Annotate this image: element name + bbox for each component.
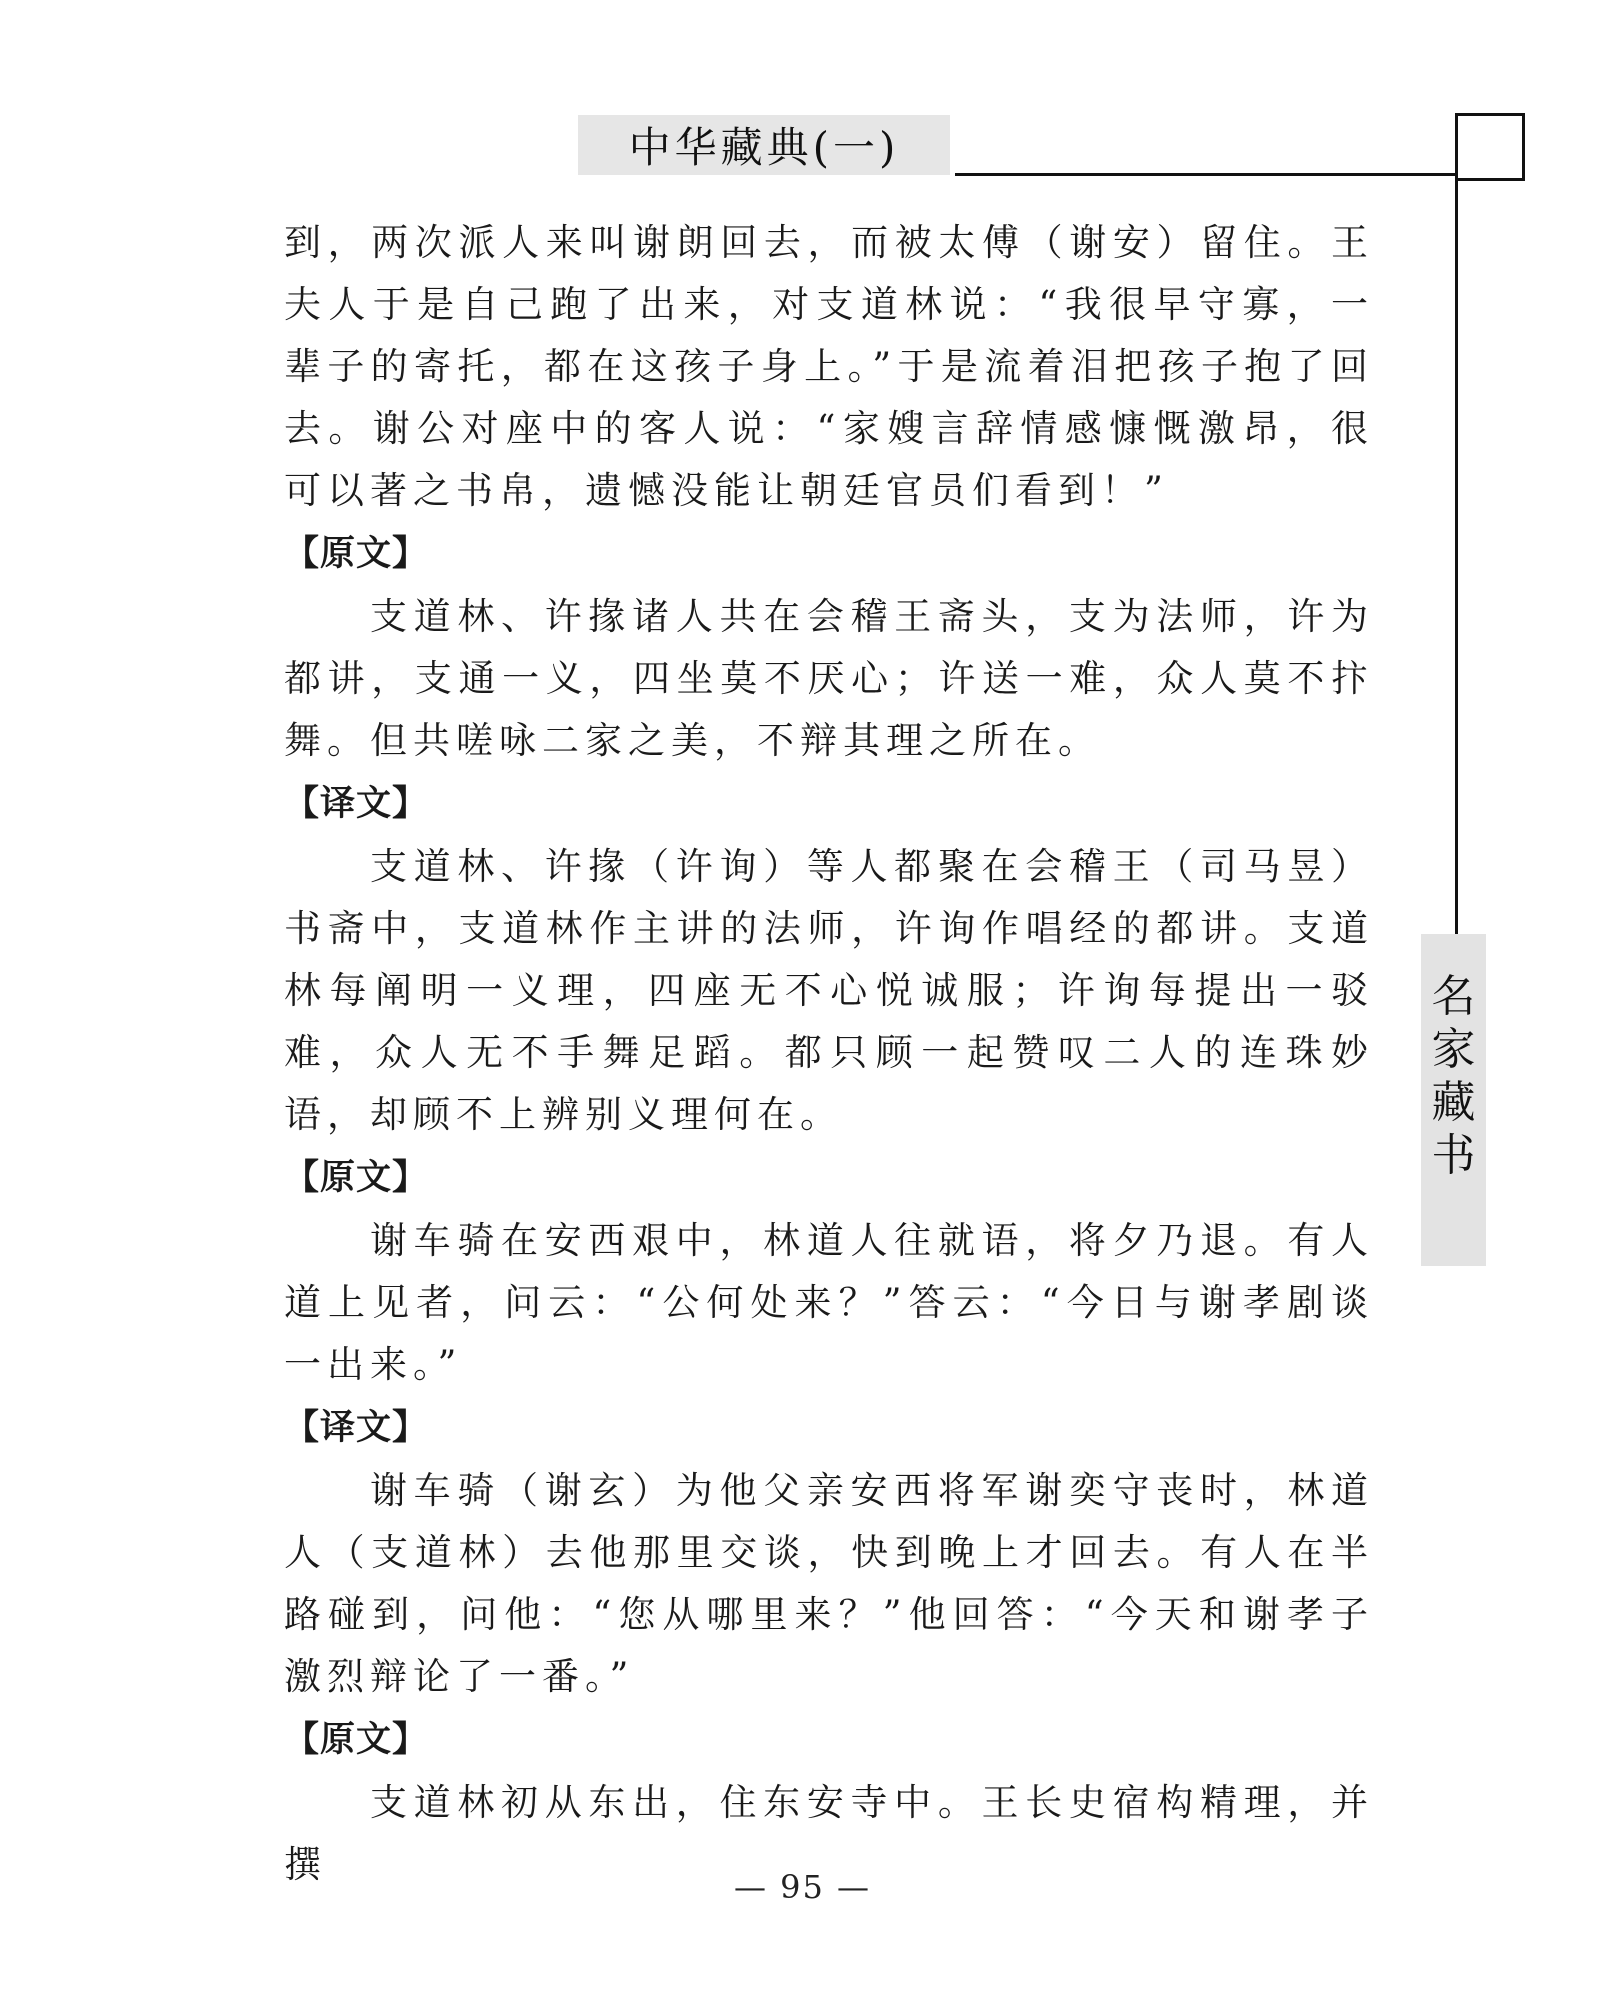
- paragraph-original: 支道林、许掾诸人共在会稽王斋头，支为法师，许为都讲，支通一义，四坐莫不厌心；许送一难，众人莫不抃舞。但共嗟咏二家之美，不辩其理之所在。: [284, 595, 1374, 762]
- paragraph-original: 谢车骑在安西艰中，林道人往就语，将夕乃退。有人道上见者，问云：“公何处来？”答云：“今日与谢孝剧谈一出来。”: [284, 1219, 1374, 1386]
- section-heading-translation: 【译文】: [284, 1408, 429, 1448]
- section-heading-original: 【原文】: [284, 534, 429, 574]
- corner-box: [1455, 113, 1525, 181]
- side-tab-char: 名: [1431, 971, 1476, 1022]
- section-heading-translation: 【译文】: [284, 784, 429, 824]
- side-tab-char: 家: [1431, 1024, 1476, 1075]
- page-body: [284, 212, 1374, 1896]
- side-tab-char: 藏: [1431, 1077, 1476, 1128]
- paragraph-translation: 支道林、许掾（许询）等人都聚在会稽王（司马昱）书斋中，支道林作主讲的法师，许询作唱经的都讲。支道林每阐明一义理，四座无不心悦诚服；许询每提出一驳难，众人无不手舞足蹈。都只顾一起赞叹二人的连珠妙语，却顾不上辨别义理何在。: [284, 845, 1374, 1136]
- book-title-tab: [578, 115, 950, 175]
- vertical-rule: [1455, 113, 1458, 935]
- paragraph-original: 支道林初从东出，住东安寺中。王长史宿构精理，并撰: [284, 1781, 1374, 1886]
- section-heading-original: 【原文】: [284, 1158, 429, 1198]
- paragraph-translation: 谢车骑（谢玄）为他父亲安西将军谢奕守丧时，林道人（支道林）去他那里交谈，快到晚上才回去。有人在半路碰到，问他：“您从哪里来？”他回答：“今天和谢孝子激烈辩论了一番。”: [284, 1469, 1374, 1698]
- paragraph-translation-cont: 到，两次派人来叫谢朗回去，而被太傅（谢安）留住。王夫人于是自己跑了出来，对支道林说：“我很早守寡，一辈子的寄托，都在这孩子身上。”于是流着泪把孩子抱了回去。谢公对座中的客人说：“家嫂言辞情感慷慨激昂，很可以著之书帛，遗憾没能让朝廷官员们看到！”: [284, 221, 1374, 512]
- book-title: 中华藏典(一): [628, 123, 900, 172]
- page-number: — 95 —: [733, 1868, 872, 1906]
- side-tab-char: 书: [1431, 1130, 1476, 1181]
- section-side-tab: [1421, 934, 1486, 1266]
- section-heading-original: 【原文】: [284, 1720, 429, 1760]
- header-rule: [955, 173, 1455, 176]
